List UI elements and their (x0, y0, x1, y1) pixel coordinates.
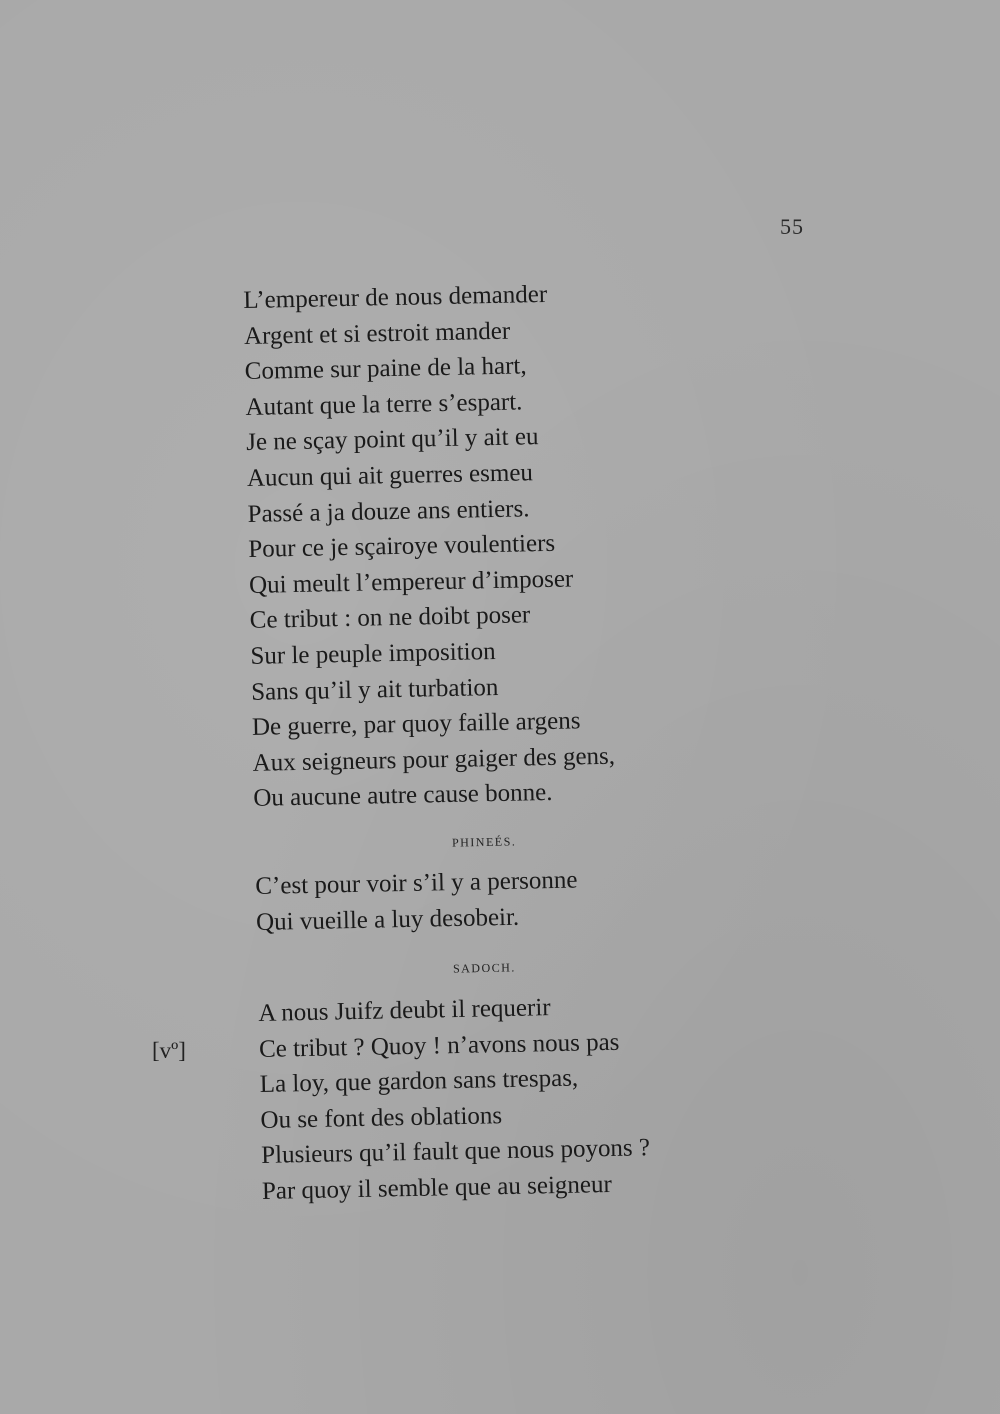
speaker-name: SADOCH. (452, 960, 516, 976)
verse-line: Aux seigneurs pour gaiger des gens, (252, 742, 616, 777)
verse-line: Sans qu’il y ait turbation (250, 673, 499, 706)
verse-line: C’est pour voir s’il y a personne (255, 866, 578, 900)
verse-line: De guerre, par quoy faille argens (251, 707, 581, 742)
speaker-name: PHINEÉS. (451, 834, 517, 850)
verse-stanza-2 (255, 863, 579, 941)
verse-stanza-3 (258, 988, 651, 1209)
verse-line: Comme sur paine de la hart, (244, 352, 527, 386)
verse-line: Ou aucune autre cause bonne. (253, 779, 553, 813)
verse-line: Je ne sçay point qu’il y ait eu (245, 423, 539, 457)
verse-line: Pour ce je sçairoye voulentiers (248, 529, 556, 564)
verse-line: Qui meult l’empereur d’imposer (248, 565, 574, 599)
verse-line: Par quoy il semble que au seigneur (261, 1170, 613, 1205)
verse-line: Ce tribut : on ne doibt poser (249, 601, 531, 635)
verse-line: Qui vueille a luy desobeir. (255, 903, 520, 936)
verse-line: A nous Juifz deubt il requerir (258, 994, 551, 1027)
page-number: 55 (780, 214, 804, 239)
verse-line: La loy, que gardon sans trespas, (259, 1064, 579, 1099)
verse-line: Ou se font des oblations (260, 1101, 503, 1134)
verse-line: L’empereur de nous demander (243, 280, 548, 314)
verse-line: Sur le peuple imposition (250, 637, 496, 670)
verse-line: Aucun qui ait guerres esmeu (246, 459, 534, 492)
verse-line: Ce tribut ? Quoy ! n’avons nous pas (258, 1028, 620, 1063)
verse-line: Argent et si estroit mander (243, 317, 511, 350)
verse-line: Plusieurs qu’il fault que nous poyons ? (260, 1134, 651, 1170)
verse-line: Passé a ja douze ans entiers. (247, 494, 530, 528)
verse-line: Autant que la terre s’espart. (245, 388, 523, 421)
margin-note: [vº] (152, 1038, 186, 1063)
verse-stanza-1 (243, 276, 616, 817)
